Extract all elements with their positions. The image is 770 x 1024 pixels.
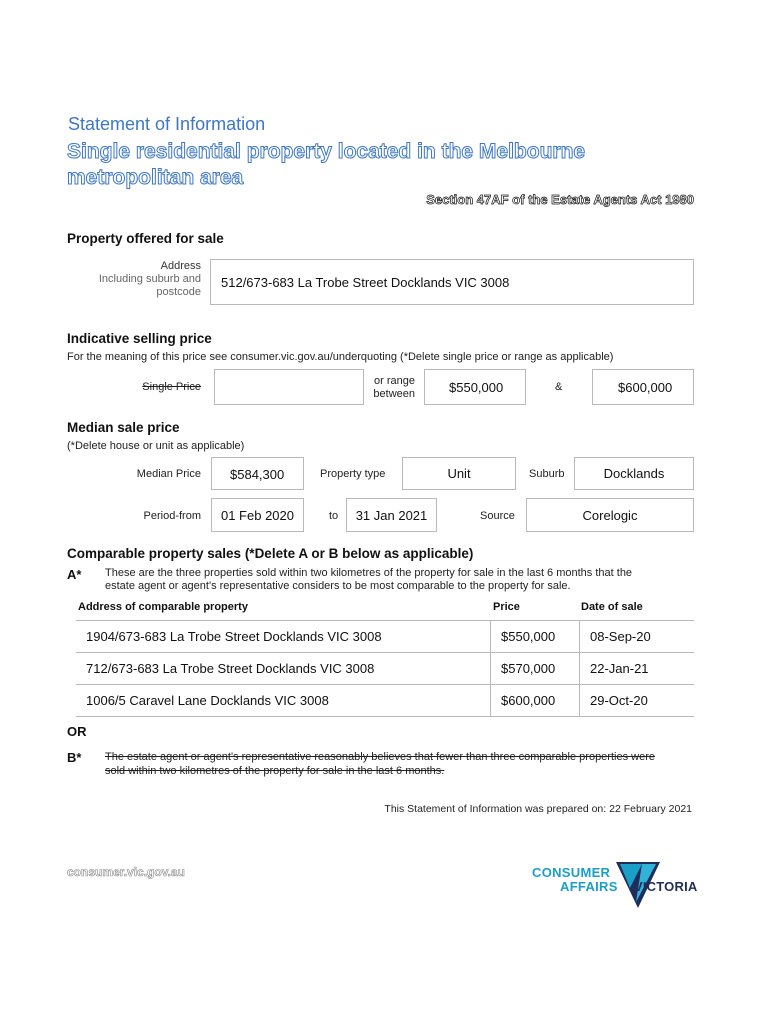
comparable-address-cell[interactable]: 1006/5 Caravel Lane Docklands VIC 3008 [76, 685, 491, 717]
or-range-line1: or range [374, 375, 415, 387]
address-label-line1: Address [160, 260, 201, 272]
median-price-value: $584,300 [230, 467, 285, 482]
suburb-field[interactable] [574, 457, 694, 490]
range-high-value: $600,000 [618, 380, 673, 395]
comparable-price-cell[interactable]: $550,000 [491, 621, 580, 653]
address-label [80, 260, 201, 299]
prepared-date: This Statement of Information was prepared on: 22 February 2021 [384, 803, 692, 815]
address-value: 512/673-683 La Trobe Street Docklands VIC 3008 [221, 275, 510, 290]
option-b-text-line1: The estate agent or agent's representative reasonably believes that fewer than three comparable properties were [105, 751, 655, 763]
property-section-title: Property offered for sale [67, 231, 224, 246]
range-ampersand: & [555, 381, 563, 393]
single-price-label: Single Price [142, 381, 201, 393]
median-section-title: Median sale price [67, 420, 180, 435]
period-from-field[interactable] [211, 498, 304, 532]
consumer-affairs-victoria-logo [530, 862, 698, 910]
comparable-price-cell[interactable]: $600,000 [491, 685, 580, 717]
address-field[interactable] [210, 259, 694, 305]
address-label-line2: Including suburb and [98, 273, 201, 285]
range-low-value: $550,000 [449, 380, 504, 395]
period-to-value: 31 Jan 2021 [355, 507, 428, 523]
median-price-label: Median Price [136, 468, 201, 480]
statement-heading: Statement of Information [68, 114, 266, 134]
source-label: Source [480, 510, 515, 522]
option-a-text-line1: These are the three properties sold within two kilometres of the property for sale in the last 6 months that the [105, 567, 633, 579]
comparable-date-cell[interactable]: 08-Sep-20 [580, 621, 695, 653]
source-field[interactable] [526, 498, 694, 532]
document-title-line1: Single residential property located in the Melbourne [67, 140, 586, 163]
col-header-date: Date of sale [581, 601, 643, 613]
median-price-field[interactable] [211, 457, 304, 490]
period-from-value: 01 Feb 2020 [220, 507, 294, 523]
or-range-label [355, 375, 415, 401]
comparable-section-title: Comparable property sales (*Delete A or B below as applicable) [67, 546, 474, 561]
comparable-address-cell[interactable]: 712/673-683 La Trobe Street Docklands VIC 3008 [76, 653, 491, 685]
table-row [76, 621, 694, 653]
range-low-field[interactable] [424, 369, 526, 405]
indicative-section-title: Indicative selling price [67, 331, 212, 346]
comparable-address-cell[interactable]: 1904/673-683 La Trobe Street Docklands VIC 3008 [76, 621, 491, 653]
period-to-field[interactable] [346, 498, 437, 532]
option-b-text [105, 750, 655, 778]
comparable-date-cell[interactable]: 22-Jan-21 [580, 653, 695, 685]
period-from-label: Period-from [143, 510, 201, 522]
comparable-date-cell[interactable]: 29-Oct-20 [580, 685, 695, 717]
address-label-line3: postcode [156, 286, 201, 298]
suburb-label: Suburb [529, 468, 565, 480]
comparable-price-cell[interactable]: $570,000 [491, 653, 580, 685]
document-title-line2: metropolitan area [67, 166, 244, 189]
property-type-label: Property type [320, 468, 386, 480]
property-type-value: Unit [447, 466, 471, 481]
option-a-label: A* [67, 567, 82, 582]
website-link[interactable]: consumer.vic.gov.au [67, 865, 185, 879]
range-high-field[interactable] [592, 369, 694, 405]
single-price-field[interactable] [214, 369, 364, 405]
logo-text-consumer: CONSUMER [532, 865, 611, 880]
option-a-text-line2: estate agent or agent's representative considers to be most comparable to the property for sale. [105, 580, 571, 592]
logo-text-victoria: VICTORIA [634, 879, 698, 894]
median-note: (*Delete house or unit as applicable) [67, 440, 245, 452]
suburb-value: Docklands [603, 466, 665, 481]
property-type-field[interactable] [402, 457, 516, 490]
comparable-sales-table [76, 620, 694, 717]
logo-text-affairs: AFFAIRS [560, 879, 618, 894]
table-row [76, 653, 694, 685]
source-value: Corelogic [582, 507, 638, 523]
indicative-note: For the meaning of this price see consumer.vic.gov.au/underquoting (*Delete single price or range as applicable) [67, 351, 614, 363]
or-label: OR [67, 724, 87, 739]
act-reference: Section 47AF of the Estate Agents Act 1980 [426, 192, 694, 207]
or-range-line2: between [373, 388, 415, 400]
col-header-address: Address of comparable property [78, 601, 248, 613]
col-header-price: Price [493, 601, 520, 613]
option-a-text [105, 567, 632, 593]
table-row [76, 685, 694, 717]
option-b-text-line2: sold within two kilometres of the property for sale in the last 6 months. [105, 765, 445, 777]
option-b-label: B* [67, 750, 82, 765]
period-to-label: to [329, 510, 339, 522]
